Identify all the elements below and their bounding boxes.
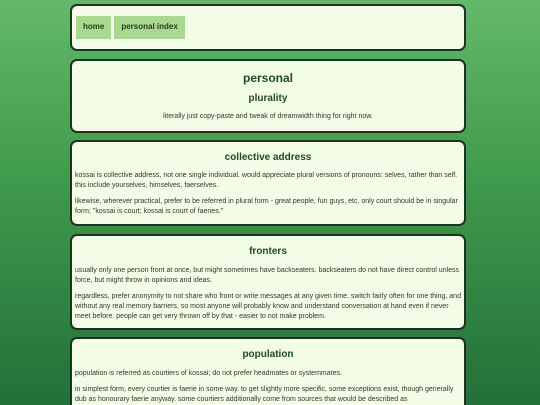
intro-text: literally just copy-paste and tweak of dreamwidth thing for right now. xyxy=(163,113,373,120)
fronters-paragraph-1: usually only one person front at once, but might sometimes have backseaters. backseaters do not have direct control unless force, but might throw in opinions and ideas. xyxy=(75,267,460,284)
population-paragraph-1: population is referred as courtiers of kossai; do not prefer headmates or systemmates. xyxy=(75,370,342,377)
fronters-heading: fronters xyxy=(249,246,287,257)
intro-card xyxy=(70,59,466,133)
fronters-paragraph-2: regardless, prefer anonymity to not share who front or write messages at any given time. switch fairly often for one thing, and without any real memory barriers, so most anyone will probably know and understand conversation at hand even if never meet before. people can get very thrown off by that - easier to not make problem. xyxy=(75,293,461,320)
nav-bar xyxy=(70,4,466,51)
home-link[interactable]: home xyxy=(76,16,111,39)
population-heading: population xyxy=(242,349,294,360)
page-title: personal xyxy=(242,71,293,85)
collective-address-paragraph-1: kossai is collective address, not one single individual. would appreciate plural versions of pronouns: selves, rather than self. this include yourselves, himselves, faerselves. xyxy=(75,172,458,189)
collective-address-card xyxy=(70,140,466,226)
personal-index-link[interactable]: personal index xyxy=(114,16,184,39)
collective-address-paragraph-2: likewise, wherever practical, prefer to be referred in plural form - great people, fun guys, etc. only court should be in singular form; "kossai is court; kossai is court of faeries." xyxy=(75,198,458,215)
page-subtitle: plurality xyxy=(248,93,288,104)
fronters-card xyxy=(70,234,466,330)
population-card xyxy=(70,337,466,405)
population-paragraph-2: in simplest form, every courtier is faerie in some way. to get slightly more specific, some exceptions exist, though generally dub as honourary faerie anyway. some courtiers additionally come from sources that would be described as xyxy=(75,386,454,403)
collective-address-heading: collective address xyxy=(224,152,312,163)
